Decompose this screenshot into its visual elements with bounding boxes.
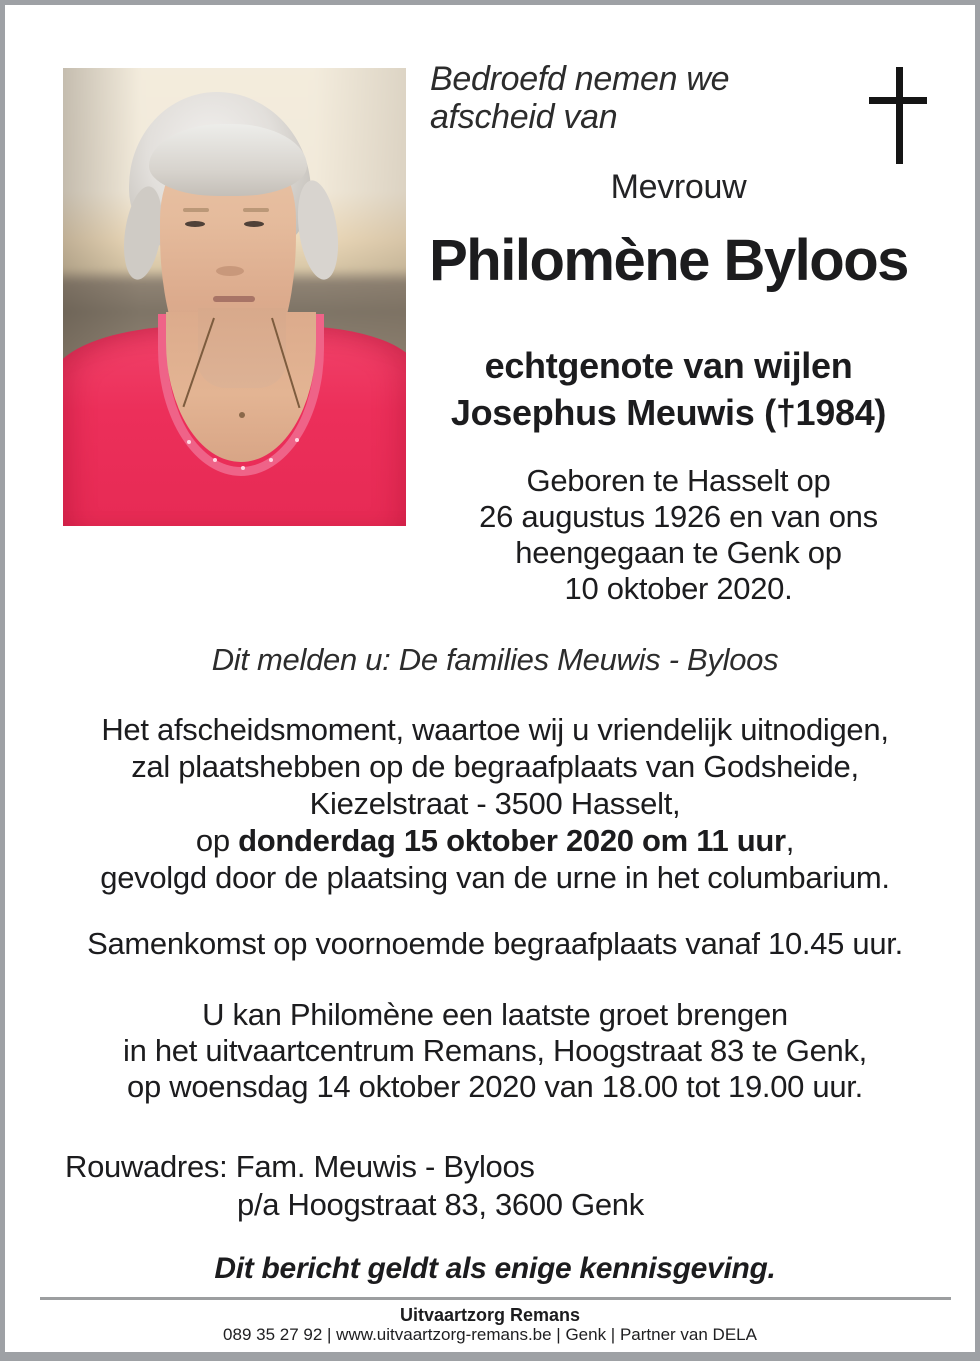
ceremony-line-5: gevolgd door de plaatsing van de urne in het columbarium.	[100, 860, 890, 895]
life-line-2: 26 augustus 1926 en van ons	[479, 499, 878, 534]
closing-statement: Dit bericht geldt als enige kennisgeving.	[214, 1252, 776, 1285]
life-dates	[417, 463, 940, 607]
eye-right	[244, 221, 264, 227]
mouth	[213, 296, 255, 302]
ceremony-line-3: Kiezelstraat - 3500 Hasselt,	[309, 786, 681, 821]
ceremony-line-4: op donderdag 15 oktober 2020 om 11 uur,	[195, 823, 795, 858]
salutation: Mevrouw	[610, 168, 747, 206]
sparkle-dot	[269, 458, 273, 462]
portrait-photo	[63, 68, 406, 526]
spouse-line-2: Josephus Meuwis (†1984)	[450, 392, 887, 433]
address-line-1: Rouwadres: Fam. Meuwis - Byloos	[65, 1149, 535, 1184]
funeral-home-name: Uitvaartzorg Remans	[399, 1305, 581, 1325]
hair-fringe	[149, 124, 307, 196]
mourning-address	[65, 1148, 644, 1224]
spouse-line-1: echtgenote van wijlen	[484, 345, 853, 386]
spouse-info	[397, 342, 940, 436]
intro-line-2: afscheid van	[430, 98, 618, 136]
necklace-pendant	[239, 412, 245, 418]
life-line-4: 10 oktober 2020.	[564, 571, 793, 606]
cross-icon	[869, 67, 929, 164]
sparkle-dot	[213, 458, 217, 462]
ceremony-details	[35, 711, 955, 896]
sparkle-dot	[295, 438, 299, 442]
eyebrow-left	[183, 208, 209, 212]
eye-left	[185, 221, 205, 227]
visitation-line-2: in het uitvaartcentrum Remans, Hoogstraat 83 te Genk,	[123, 1033, 867, 1068]
sparkle-dot	[241, 466, 245, 470]
ceremony-line-1: Het afscheidsmoment, waartoe wij u vriendelijk uitnodigen,	[101, 712, 889, 747]
visitation-info	[35, 997, 955, 1105]
deceased-name: Philomène Byloos	[429, 228, 908, 293]
life-line-1: Geboren te Hasselt op	[526, 463, 831, 498]
visitation-line-3: op woensdag 14 oktober 2020 van 18.00 tot 19.00 uur.	[127, 1069, 863, 1104]
funeral-home-contact: 089 35 27 92 | www.uitvaartzorg-remans.be | Genk | Partner van DELA	[223, 1325, 757, 1344]
family-announcement: Dit melden u: De families Meuwis - Byloos	[211, 642, 779, 677]
address-line-2: p/a Hoogstraat 83, 3600 Genk	[237, 1187, 644, 1222]
footer-divider	[40, 1297, 951, 1300]
gathering-info: Samenkomst op voornoemde begraafplaats vanaf 10.45 uur.	[87, 926, 903, 961]
nose-shadow	[216, 266, 244, 276]
intro-text	[430, 60, 729, 136]
sparkle-dot	[187, 440, 191, 444]
life-line-3: heengegaan te Genk op	[515, 535, 842, 570]
ceremony-date-bold: donderdag 15 oktober 2020 om 11 uur	[238, 823, 786, 858]
visitation-line-1: U kan Philomène een laatste groet brengen	[202, 997, 788, 1032]
ceremony-line-2: zal plaatshebben op de begraafplaats van Godsheide,	[131, 749, 859, 784]
intro-line-1: Bedroefd nemen we	[430, 60, 730, 98]
eyebrow-right	[243, 208, 269, 212]
